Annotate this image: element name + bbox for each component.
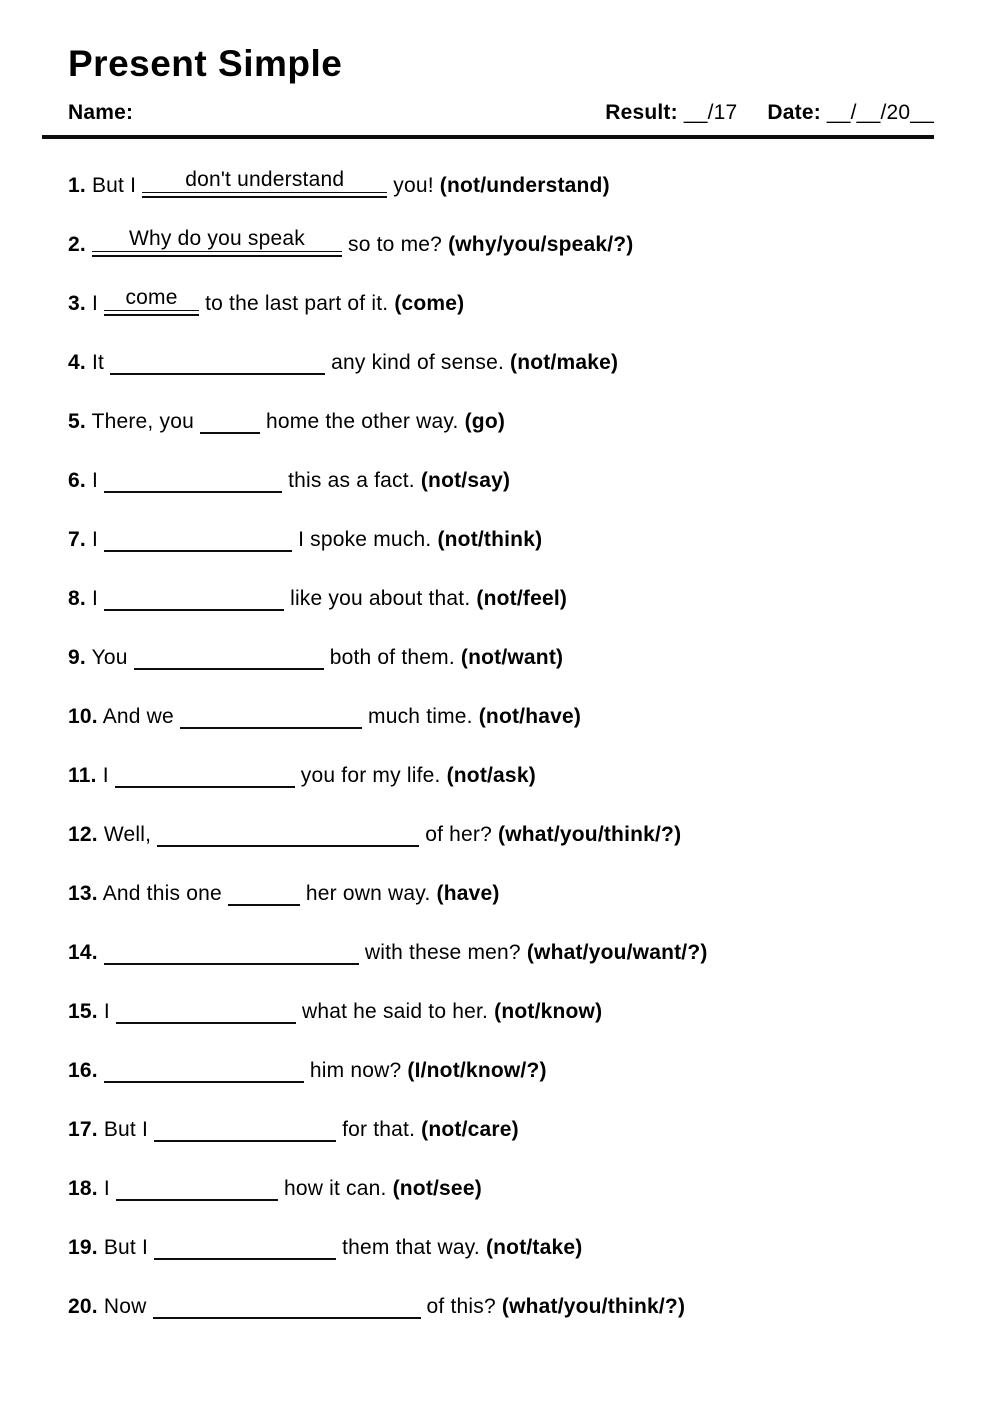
worksheet-header [68,101,934,125]
exercise-text: And this one [102,881,228,905]
exercise-number: 3. [68,291,86,315]
verb-hint: (come) [394,291,465,315]
exercise-text: you for my life. [294,763,447,787]
exercise-number: 12. [68,822,98,846]
exercise-text: But I [103,1235,155,1259]
exercise-text: with these men? [358,940,527,964]
verb-hint: (not/see) [392,1176,482,1200]
exercise-number: 11. [68,763,97,787]
exercise-text: this as a fact. [282,468,421,492]
date-value: __/__/20__ [826,100,934,124]
exercise-row [68,285,934,316]
verb-hint: (not/have) [478,704,582,728]
verb-hint: (not/understand) [439,173,610,197]
exercise-text: any kind of sense. [325,350,511,374]
exercise-text: home the other way. [260,409,465,433]
exercise-row [68,940,934,965]
exercise-text: But I [91,173,143,197]
exercise-text: so to me? [341,232,449,256]
answer-blank[interactable] [104,1061,304,1083]
answer-text [134,664,324,665]
verb-hint: (not/ask) [446,763,536,787]
exercise-row [68,763,934,788]
verb-hint: (not/know) [494,999,603,1023]
answer-text [228,900,300,901]
answer-text [157,841,419,842]
verb-hint: (I/not/know/?) [407,1058,547,1082]
answer-blank[interactable] [154,1238,336,1260]
exercise-row [68,226,934,257]
exercise-list [68,167,934,1319]
exercise-row [68,1117,934,1142]
date-group [767,101,934,125]
exercise-row [68,1294,934,1319]
answer-blank[interactable] [180,707,362,729]
exercise-text: I [91,291,105,315]
exercise-row [68,999,934,1024]
answer-text: come [104,287,199,311]
answer-text [104,546,292,547]
answer-blank[interactable] [153,1297,421,1319]
exercise-text: And we [102,704,180,728]
exercise-text: both of them. [323,645,461,669]
answer-blank[interactable] [104,471,282,493]
exercise-text: Well, [103,822,158,846]
answer-text [104,605,284,606]
exercise-number: 10. [68,704,98,728]
exercise-row [68,1058,934,1083]
exercise-text: There, you [91,409,200,433]
exercise-number: 4. [68,350,86,374]
answer-text [154,1254,336,1255]
answer-text [115,782,295,783]
verb-hint: (not/take) [485,1235,583,1259]
exercise-text: I [91,468,105,492]
exercise-text: I [91,586,105,610]
exercise-row [68,527,934,552]
exercise-row [68,1176,934,1201]
exercise-number: 7. [68,527,86,551]
verb-hint: (not/think) [437,527,543,551]
exercise-text: much time. [361,704,479,728]
result-date-group [605,101,934,125]
answer-text [110,369,325,370]
exercise-row [68,409,934,434]
verb-hint: (what/you/want/?) [526,940,708,964]
answer-text [116,1195,278,1196]
exercise-text: how it can. [277,1176,393,1200]
answer-blank[interactable] [116,1002,296,1024]
answer-blank[interactable] [104,943,359,965]
answer-text [200,428,260,429]
exercise-row [68,704,934,729]
exercise-text: of her? [419,822,499,846]
exercise-row [68,468,934,493]
page-title: Present Simple [68,43,343,84]
exercise-number: 6. [68,468,86,492]
exercise-text: what he said to her. [295,999,495,1023]
exercise-number: 2. [68,232,86,256]
exercise-row [68,586,934,611]
exercise-number: 13. [68,881,98,905]
exercise-number: 15. [68,999,98,1023]
answer-blank[interactable] [134,648,324,670]
date-label: Date: [767,100,821,124]
exercise-row [68,1235,934,1260]
exercise-text: But I [103,1117,155,1141]
verb-hint: (have) [436,881,500,905]
exercise-number: 1. [68,173,86,197]
result-group [605,101,737,125]
exercise-row [68,822,934,847]
answer-text [180,723,362,724]
exercise-text: to the last part of it. [199,291,395,315]
answer-blank[interactable] [200,412,260,434]
verb-hint: (not/make) [510,350,619,374]
exercise-text: you! [387,173,440,197]
answer-blank[interactable] [115,766,295,788]
exercise-number: 19. [68,1235,98,1259]
exercise-text: I [102,763,115,787]
verb-hint: (not/say) [420,468,511,492]
answer-text [153,1313,421,1314]
answer-blank[interactable] [104,530,292,552]
exercise-number: 8. [68,586,86,610]
verb-hint: (not/care) [421,1117,519,1141]
exercise-text: You [91,645,134,669]
header-divider [42,135,934,139]
exercise-row [68,645,934,670]
name-label: Name: [68,100,134,124]
verb-hint: (go) [464,409,506,433]
exercise-text: of this? [420,1294,502,1318]
exercise-number: 18. [68,1176,98,1200]
exercise-number: 9. [68,645,86,669]
exercise-number: 17. [68,1117,98,1141]
answer-blank[interactable] [142,167,387,198]
answer-blank[interactable] [154,1120,336,1142]
exercise-text: Now [103,1294,153,1318]
exercise-text: I [103,999,116,1023]
answer-text [104,1077,304,1078]
verb-hint: (why/you/speak/?) [448,232,634,256]
exercise-number: 5. [68,409,86,433]
answer-blank[interactable] [157,825,419,847]
answer-text: don't understand [142,169,387,193]
exercise-text: I [103,1176,116,1200]
answer-text [104,959,359,960]
answer-blank[interactable] [104,285,199,316]
exercise-text: them that way. [336,1235,486,1259]
exercise-number: 20. [68,1294,98,1318]
answer-blank[interactable] [228,884,300,906]
verb-hint: (what/you/think/?) [498,822,682,846]
exercise-text: her own way. [299,881,437,905]
exercise-number: 14. [68,940,98,964]
exercise-text: him now? [303,1058,408,1082]
exercise-text: It [91,350,111,374]
exercise-text: I [91,527,105,551]
result-label: Result: [605,100,678,124]
answer-text [104,487,282,488]
result-value: __/17 [683,100,738,124]
answer-blank[interactable] [110,353,325,375]
verb-hint: (not/feel) [476,586,568,610]
exercise-number: 16. [68,1058,98,1082]
answer-blank[interactable] [92,226,342,257]
exercise-text: for that. [336,1117,422,1141]
verb-hint: (what/you/think/?) [501,1294,686,1318]
answer-blank[interactable] [116,1179,278,1201]
answer-text: Why do you speak [92,228,342,252]
answer-blank[interactable] [104,589,284,611]
exercise-text: like you about that. [284,586,477,610]
exercise-row [68,350,934,375]
exercise-row [68,167,934,198]
exercise-row [68,881,934,906]
answer-text [154,1136,336,1137]
verb-hint: (not/want) [460,645,564,669]
answer-text [116,1018,296,1019]
exercise-text: I spoke much. [292,527,438,551]
